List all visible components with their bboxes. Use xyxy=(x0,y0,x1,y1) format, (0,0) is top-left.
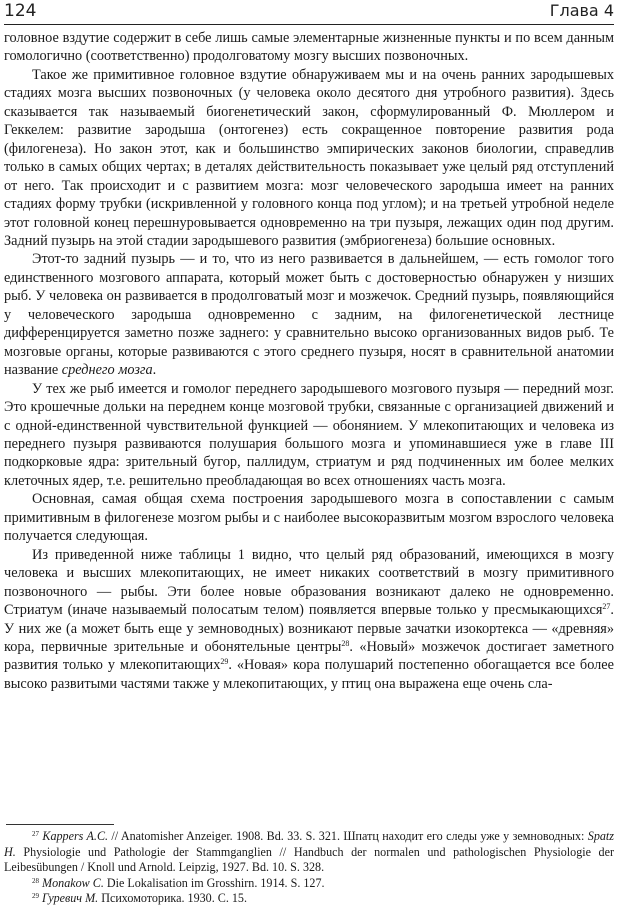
footnotes xyxy=(4,829,614,907)
paragraph: У тех же рыб имеется и гомолог переднего зародышевого мозгового пузыря — передний мозг. Это крошечные дольки на переднем конце мозговой трубки, связанные с организацией движений и с одной-единственной чувствительной функцией — обонянием. У млекопитающих и человека из переднего пузыря развиваются полушария большого мозга и упоминавшиеся уже в главе III подкорковые ядра: зрительный бугор, паллидум, стриатум и ряд подчиненных им более мелких клеточных ядер, т.е. решительно преобладающая во всех отношениях часть мозга. xyxy=(4,380,614,489)
paragraph-text: Из приведенной ниже таблицы 1 видно, что целый ряд образований, имеющихся в мозгу человека и высших млекопитающих, не имеет никаких соответствий в мозгу примитивного позвоночного — рыбы. Эти более новые образования возникают далеко не одновременно. Стриатум (иначе называемый полосатым телом) появляется впервые только у пресмыкающихся xyxy=(4,546,614,619)
page-number: 124 xyxy=(4,1,37,21)
footnote-text: Die Lokalisation im Grosshirn. 1914. S. 127. xyxy=(103,875,325,890)
paragraph: Такое же примитивное головное вздутие обнаруживаем мы и на очень ранних зародышевых стадиях мозга высших позвоночных (у человека около десятого дня утробного развития). Здесь сказывается так называемый биогенетический закон, сформулированный Ф. Мюллером и Геккелем: развитие зародыша (онтогенез) есть сокращенное повторение развития рода (филогенеза). Но закон этот, как и большинство эмпирических законов биологии, справедлив только в самых общих чертах; в деталях действительность показывает уже целый ряд отступлений от него. Так происходит и с развитием мозга: мозг человеческого зародыша имеет на ранних стадиях форму трубки (искривленной у головного конца под углом); и на третьей утробной неделе этот головной конец перешнуровывается одновременно на три пузыря, лежащих один под другим. Задний пузырь на этой стадии зародышевого развития (эмбриогенеза) большие основных. xyxy=(4,66,614,249)
footnote-divider xyxy=(6,824,114,825)
footnote xyxy=(4,891,614,907)
paragraph-text: . У них же (а может быть еще у земноводных) возникают первые зачатки изокортекса — «древняя» кора, первичные зрительные и обонятельные центры xyxy=(4,602,614,655)
footnote-text: Physiologie und Pathologie der Stammganglien // Handbuch der normalen und pathologischen Physiologie der Leibesübungen / Knoll und Arnold. Leipzig, 1927. Bd. 10. S. 328. xyxy=(4,844,614,875)
footnote-number: 27 xyxy=(32,830,39,838)
paragraph-text: . «Новая» кора полушарий постепенно обогащается все более высоко развитыми частями также у млекопитающих, у птиц она выражена еще очень сла- xyxy=(4,657,614,692)
footnote-text: Психомоторика. 1930. С. 15. xyxy=(98,891,248,906)
footnote-ref: 28 xyxy=(341,638,350,648)
paragraph xyxy=(4,546,614,694)
footnote-author: Kappers A.C. xyxy=(42,829,109,843)
chapter-title: Глава 4 xyxy=(549,1,614,20)
footnote xyxy=(4,876,614,892)
paragraph: Основная, самая общая схема построения зародышевого мозга в сопоставлении с самым примитивным в филогенезе мозгом рыбы и с наиболее высокоразвитым мозгом взрослого человека получается следующая. xyxy=(4,491,614,545)
footnote-number: 29 xyxy=(32,892,39,901)
footnote-author: Гуревич М. xyxy=(42,891,99,906)
paragraph-text: Этот-то задний пузырь — и то, что из него развивается в дальнейшем, — есть гомолог того единственного мозгового аппарата, который может быть с достоверностью обнаружен у низших рыб. У человека он развивается в продолговатый мозг и мозжечок. Средний пузырь, появляющийся у человеческого зародыша одновременно с задним, на филогенетической лестнице дифференцируется заметно позже заднего: у сравнительно высоко организованных видов рыб. Те мозговые органы, которые развиваются с этого среднего пузыря, носят в сравнительной анатомии название xyxy=(4,251,614,379)
running-header xyxy=(4,0,614,25)
main-text xyxy=(4,29,614,693)
paragraph-text: . «Новый» мозжечок достигает заметного развития только у млекопитающих xyxy=(4,638,614,674)
footnote-ref: 29 xyxy=(220,657,229,667)
footnote-author: Monakow C. xyxy=(42,875,104,890)
italic-term: среднего мозга xyxy=(61,362,153,379)
footnote-text: // Anatomisher Anzeiger. 1908. Bd. 33. S. 321. Шпатц находит его следы уже у земноводных: xyxy=(108,829,588,843)
footnote-ref: 27 xyxy=(602,602,611,612)
footnote-number: 28 xyxy=(32,876,39,885)
paragraph: головное вздутие содержит в себе лишь самые элементарные жизненные пункты и по всем данным гомологично (соответственно) продолговатому мозгу высших позвоночных. xyxy=(4,30,614,65)
paragraph: Этот-то задний пузырь — и то, что из него развивается в дальнейшем, — есть гомолог того единственного мозгового аппарата, который может быть с достоверностью обнаружен у низших рыб. У человека он развивается в продолговатый мозг и мозжечок. Средний пузырь, появляющийся у человеческого зародыша одновременно с задним, на филогенетической лестнице дифференцируется заметно позже заднего: у сравнительно высоко организованных видов рыб. Те мозговые органы, которые развиваются с этого среднего пузыря, носят в сравнительной анатомии название среднего мозга. xyxy=(4,251,614,379)
footnote xyxy=(4,829,614,876)
footnote-author: Spatz H. xyxy=(4,829,614,859)
